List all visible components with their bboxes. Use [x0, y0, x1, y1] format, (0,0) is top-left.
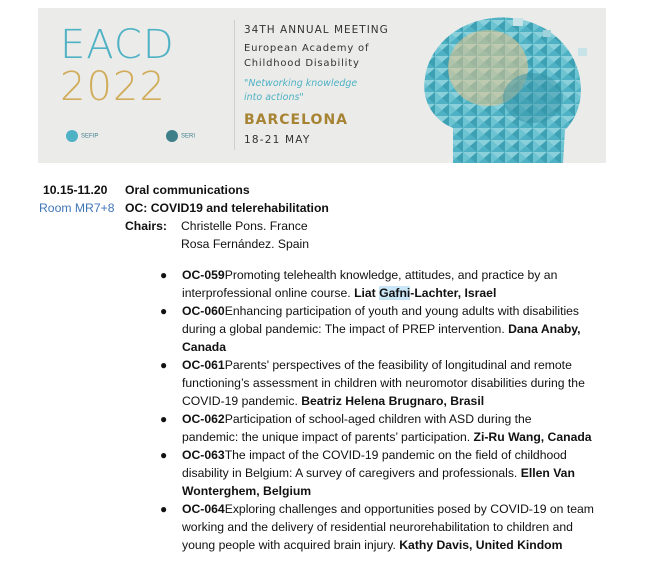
presentation-code: OC-063	[182, 448, 225, 462]
org-name-line2: Childhood Disability	[244, 58, 360, 69]
motto-line2: into actions"	[244, 92, 304, 103]
presentation-code: OC-060	[182, 304, 225, 318]
bullet-icon: ●	[160, 358, 168, 372]
presentation-code: OC-059	[182, 268, 225, 282]
presentation-author: Beatriz Helena Brugnaro, Brasil	[301, 394, 485, 408]
logo-eacd: EACD	[60, 22, 175, 68]
presentation-title-line: COVID-19 pandemic.	[182, 394, 302, 408]
presentation-code: OC-062	[182, 412, 225, 426]
presentation-author: Kathy Davis, United Kindom	[399, 538, 563, 552]
session-title: OC: COVID19 and telerehabilitation	[125, 201, 329, 215]
presentation-title-line: The impact of the COVID-19 pandemic on the field of childhood	[224, 448, 567, 462]
session-time: 10.15-11.20	[43, 183, 108, 197]
presentation-title-line: Parents' perspectives of the feasibility of longitudinal and remote	[224, 358, 572, 372]
presentation-title-line: during a global pandemic: The impact of PREP intervention.	[182, 322, 509, 336]
bullet-icon: ●	[160, 412, 168, 426]
presentation-title-line: Promoting telehealth knowledge, attitudes, and practice by an	[224, 268, 558, 282]
session-room: Room MR7+8	[39, 201, 115, 215]
list-item	[160, 410, 645, 446]
presentation-title-line: young people with acquired brain injury.	[182, 538, 400, 552]
list-item	[160, 266, 645, 302]
logo-year: 2022	[60, 64, 166, 110]
meeting-title: 34TH ANNUAL MEETING	[244, 24, 389, 36]
partner-logo-sefip: SEFIP	[66, 130, 98, 142]
presentation-title-line: pandemic: the unique impact of parents’ participation.	[182, 430, 474, 444]
presentation-code: OC-064	[182, 502, 225, 516]
highlighted-text: Gafni	[379, 286, 411, 300]
presentation-list	[160, 266, 645, 554]
presentation-title-line: disability in Belgium: A survey of caregivers and professionals.	[182, 466, 521, 480]
presentation-title-line: working and the delivery of residential neurorehabilitation to children and	[182, 520, 573, 534]
presentation-author: Ellen Van	[520, 466, 575, 480]
list-item	[160, 500, 645, 554]
bullet-icon: ●	[160, 268, 168, 282]
chair-2: Rosa Fernández. Spain	[181, 237, 310, 251]
mosaic-head-illustration	[393, 8, 606, 163]
presentation-title-line: Exploring challenges and opportunities posed by COVID-19 on team	[224, 502, 594, 516]
presentation-code: OC-061	[182, 358, 225, 372]
bullet-icon: ●	[160, 502, 168, 516]
presentation-author: Liat Gafni-Lachter, Israel	[354, 286, 497, 300]
chairs-label: Chairs:	[125, 219, 167, 233]
list-item	[160, 446, 645, 500]
presentation-title-line: Enhancing participation of youth and young adults with disabilities	[224, 304, 580, 318]
chair-1: Christelle Pons. France	[181, 219, 308, 233]
motto-line1: "Networking knowledge	[244, 78, 358, 89]
list-item	[160, 302, 645, 356]
bullet-icon: ●	[160, 304, 168, 318]
bullet-icon: ●	[160, 448, 168, 462]
sefip-logo-icon	[66, 130, 78, 142]
presentation-author: Wonterghem, Belgium	[182, 484, 312, 498]
session-type: Oral communications	[125, 183, 250, 197]
list-item	[160, 356, 645, 410]
presentation-author: Zi-Ru Wang, Canada	[473, 430, 592, 444]
city: BARCELONA	[244, 112, 348, 128]
dates: 18-21 MAY	[244, 134, 311, 146]
seri-logo-icon	[166, 130, 178, 142]
org-name-line1: European Academy of	[244, 43, 370, 54]
conference-banner	[38, 8, 606, 163]
presentation-author: Canada	[182, 340, 227, 354]
partner-logo-seri: SERI	[166, 130, 195, 142]
presentation-author: Dana Anaby,	[508, 322, 581, 336]
presentation-title-line: functioning’s assessment in children with neuromotor disabilities during the	[182, 376, 585, 390]
presentation-title-line: interprofessional online course.	[182, 286, 355, 300]
banner-divider	[234, 20, 235, 150]
presentation-title-line: Participation of school-aged children with ASD during the	[224, 412, 532, 426]
